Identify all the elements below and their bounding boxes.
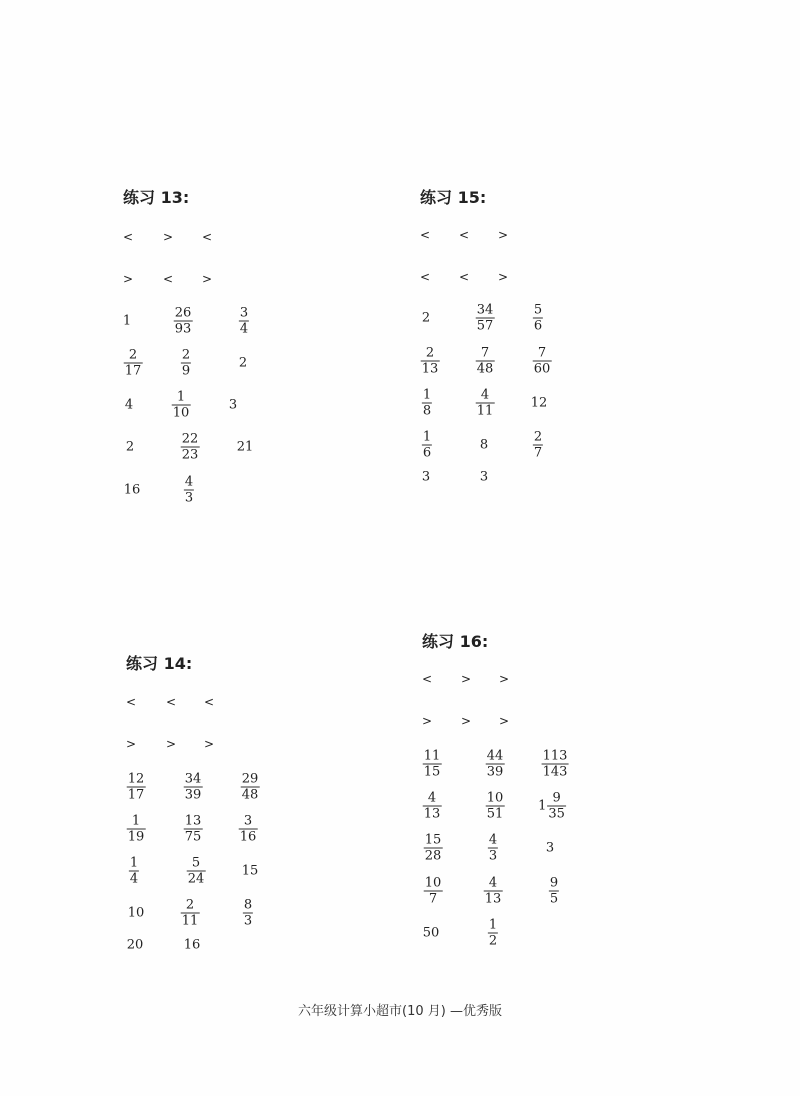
answer: 3 bbox=[228, 397, 238, 413]
answer bbox=[187, 856, 206, 887]
answer bbox=[423, 749, 442, 780]
fraction bbox=[241, 772, 260, 803]
denominator: 13 bbox=[484, 891, 502, 907]
answer bbox=[476, 303, 495, 334]
denominator: 39 bbox=[184, 787, 202, 803]
numerator: 4 bbox=[488, 875, 498, 891]
answer: 2 bbox=[238, 355, 248, 371]
numerator: 11 bbox=[423, 748, 441, 764]
answer-row bbox=[126, 771, 326, 803]
comparison-symbol: > bbox=[122, 272, 134, 286]
answer bbox=[484, 876, 503, 907]
numerator: 29 bbox=[241, 771, 259, 787]
answer-row bbox=[123, 474, 323, 506]
numerator: 1 bbox=[129, 855, 139, 871]
answer bbox=[533, 430, 543, 461]
answer bbox=[184, 772, 203, 803]
answer bbox=[488, 918, 498, 949]
answer: 8 bbox=[479, 437, 489, 453]
denominator: 10 bbox=[172, 405, 190, 421]
exercise-title: 练习 16: bbox=[422, 632, 489, 651]
numerator: 4 bbox=[488, 832, 498, 848]
answer-row bbox=[422, 748, 622, 780]
answer-row bbox=[123, 347, 323, 379]
numerator: 1 bbox=[422, 387, 432, 403]
answer-row bbox=[420, 469, 620, 485]
denominator: 23 bbox=[181, 447, 199, 463]
fraction bbox=[488, 833, 498, 864]
fraction bbox=[422, 430, 432, 461]
page-footer: 六年级计算小超市(10 月) —优秀版 bbox=[298, 1004, 502, 1019]
denominator: 6 bbox=[422, 445, 432, 461]
fraction bbox=[424, 876, 443, 907]
denominator: 11 bbox=[181, 913, 199, 929]
numerator: 2 bbox=[533, 429, 543, 445]
fraction bbox=[184, 475, 194, 506]
answer bbox=[476, 346, 495, 377]
answer: 2 bbox=[125, 439, 135, 455]
answer-row bbox=[122, 305, 323, 337]
denominator: 51 bbox=[486, 806, 504, 822]
numerator: 22 bbox=[181, 431, 199, 447]
fraction bbox=[187, 856, 206, 887]
numerator: 34 bbox=[184, 771, 202, 787]
numerator: 44 bbox=[486, 748, 504, 764]
fraction bbox=[423, 749, 442, 780]
answer-row bbox=[126, 855, 326, 887]
answer bbox=[184, 475, 194, 506]
answer-row bbox=[420, 429, 620, 461]
answer: 16 bbox=[123, 482, 141, 498]
fraction bbox=[243, 898, 253, 929]
fraction bbox=[476, 303, 495, 334]
fraction bbox=[124, 348, 143, 379]
symbol-row bbox=[419, 270, 620, 284]
answer bbox=[542, 749, 569, 780]
comparison-symbol: > bbox=[497, 270, 509, 284]
fraction bbox=[423, 791, 442, 822]
comparison-symbol: < bbox=[419, 270, 431, 284]
answer bbox=[488, 833, 498, 864]
answer bbox=[184, 814, 203, 845]
symbol-row bbox=[421, 714, 622, 728]
denominator: 8 bbox=[422, 403, 432, 419]
answer-row bbox=[420, 302, 620, 334]
fraction bbox=[181, 432, 200, 463]
numerator: 2 bbox=[128, 347, 138, 363]
numerator: 26 bbox=[174, 305, 192, 321]
answer-row bbox=[126, 813, 326, 845]
fraction bbox=[424, 833, 443, 864]
numerator: 10 bbox=[486, 790, 504, 806]
answer: 10 bbox=[127, 905, 145, 921]
fraction bbox=[129, 856, 139, 887]
numerator: 7 bbox=[537, 345, 547, 361]
answer-row bbox=[420, 387, 620, 419]
answer bbox=[486, 749, 505, 780]
comparison-symbol: > bbox=[498, 714, 510, 728]
fraction bbox=[172, 390, 191, 421]
comparison-symbol: < bbox=[122, 230, 134, 244]
fraction bbox=[184, 814, 203, 845]
denominator: 57 bbox=[476, 318, 494, 334]
comparison-symbol: > bbox=[421, 714, 433, 728]
answer-row bbox=[422, 875, 622, 907]
denominator: 93 bbox=[174, 321, 192, 337]
numerator: 7 bbox=[480, 345, 490, 361]
answer: 2 bbox=[421, 310, 431, 326]
fraction bbox=[181, 898, 200, 929]
answer-row bbox=[123, 389, 323, 421]
answer bbox=[124, 348, 143, 379]
comparison-symbol: < bbox=[203, 695, 215, 709]
denominator: 13 bbox=[423, 806, 441, 822]
numerator: 10 bbox=[424, 875, 442, 891]
numerator: 1 bbox=[488, 917, 498, 933]
comparison-symbol: > bbox=[162, 230, 174, 244]
comparison-symbol: > bbox=[460, 672, 472, 686]
answer-row bbox=[123, 431, 323, 463]
symbol-row bbox=[122, 230, 323, 244]
answer-row bbox=[126, 897, 326, 929]
answer-row bbox=[422, 917, 622, 949]
fraction bbox=[486, 791, 505, 822]
denominator: 13 bbox=[421, 361, 439, 377]
numerator: 1 bbox=[422, 429, 432, 445]
denominator: 4 bbox=[239, 321, 249, 337]
symbol-row bbox=[421, 672, 622, 686]
comparison-symbol: > bbox=[498, 672, 510, 686]
answer bbox=[239, 814, 258, 845]
answer: 3 bbox=[421, 469, 431, 485]
fraction bbox=[181, 348, 191, 379]
denominator: 7 bbox=[428, 891, 438, 907]
numerator: 5 bbox=[191, 855, 201, 871]
answer bbox=[181, 432, 200, 463]
comparison-symbol: < bbox=[419, 228, 431, 242]
exercise-title: 练习 13: bbox=[123, 188, 190, 207]
numerator: 2 bbox=[181, 347, 191, 363]
denominator: 3 bbox=[184, 490, 194, 506]
fraction bbox=[476, 388, 495, 419]
numerator: 1 bbox=[131, 813, 141, 829]
denominator: 2 bbox=[488, 933, 498, 949]
answer: 3 bbox=[545, 840, 555, 856]
comparison-symbol: < bbox=[201, 230, 213, 244]
denominator: 19 bbox=[127, 829, 145, 845]
answer bbox=[533, 346, 552, 377]
symbol-row bbox=[125, 737, 326, 751]
numerator: 1 bbox=[176, 389, 186, 405]
fraction bbox=[127, 772, 146, 803]
denominator: 24 bbox=[187, 871, 205, 887]
denominator: 48 bbox=[476, 361, 494, 377]
whole-part: 1 bbox=[538, 798, 547, 814]
fraction bbox=[239, 306, 249, 337]
fraction bbox=[421, 346, 440, 377]
fraction bbox=[184, 772, 203, 803]
answer bbox=[181, 898, 200, 929]
fraction bbox=[533, 430, 543, 461]
answer-row bbox=[126, 937, 326, 953]
denominator: 143 bbox=[542, 764, 568, 780]
symbol-row bbox=[125, 695, 326, 709]
numerator: 5 bbox=[533, 302, 543, 318]
answer-row bbox=[422, 832, 622, 864]
symbol-row bbox=[122, 272, 323, 286]
denominator: 48 bbox=[241, 787, 259, 803]
fraction bbox=[549, 876, 559, 907]
answer: 4 bbox=[124, 397, 134, 413]
answer: 15 bbox=[241, 863, 259, 879]
denominator: 15 bbox=[423, 764, 441, 780]
comparison-symbol: > bbox=[165, 737, 177, 751]
answer: 3 bbox=[479, 469, 489, 485]
comparison-symbol: < bbox=[458, 228, 470, 242]
answer: 50 bbox=[422, 925, 440, 941]
comparison-symbol: > bbox=[203, 737, 215, 751]
numerator: 13 bbox=[184, 813, 202, 829]
numerator: 34 bbox=[476, 302, 494, 318]
denominator: 3 bbox=[488, 848, 498, 864]
answer: 12 bbox=[530, 395, 548, 411]
denominator: 60 bbox=[533, 361, 551, 377]
answer bbox=[421, 346, 440, 377]
numerator: 4 bbox=[184, 474, 194, 490]
answer bbox=[174, 306, 193, 337]
denominator: 4 bbox=[129, 871, 139, 887]
answer bbox=[239, 306, 249, 337]
answer bbox=[181, 348, 191, 379]
comparison-symbol: < bbox=[458, 270, 470, 284]
answer: 1 bbox=[122, 313, 132, 329]
comparison-symbol: > bbox=[460, 714, 472, 728]
denominator: 9 bbox=[181, 363, 191, 379]
numerator: 2 bbox=[185, 897, 195, 913]
answer-row bbox=[422, 790, 622, 822]
answer bbox=[422, 430, 432, 461]
comparison-symbol: > bbox=[125, 737, 137, 751]
fraction bbox=[422, 388, 432, 419]
symbol-row bbox=[419, 228, 620, 242]
comparison-symbol: < bbox=[125, 695, 137, 709]
comparison-symbol: < bbox=[421, 672, 433, 686]
answer bbox=[486, 791, 505, 822]
answer bbox=[172, 390, 191, 421]
denominator: 75 bbox=[184, 829, 202, 845]
fraction bbox=[542, 749, 569, 780]
comparison-symbol: > bbox=[497, 228, 509, 242]
comparison-symbol: > bbox=[201, 272, 213, 286]
fraction bbox=[127, 814, 146, 845]
numerator: 9 bbox=[549, 875, 559, 891]
answer bbox=[422, 388, 432, 419]
answer bbox=[127, 772, 146, 803]
answer bbox=[424, 833, 443, 864]
answer bbox=[424, 876, 443, 907]
answer bbox=[476, 388, 495, 419]
numerator: 9 bbox=[552, 790, 561, 806]
exercise-title: 练习 15: bbox=[420, 188, 487, 207]
denominator: 17 bbox=[127, 787, 145, 803]
fraction bbox=[174, 306, 193, 337]
comparison-symbol: < bbox=[162, 272, 174, 286]
numerator: 4 bbox=[427, 790, 437, 806]
fraction bbox=[484, 876, 503, 907]
denominator: 6 bbox=[533, 318, 543, 334]
answer bbox=[241, 772, 260, 803]
comparison-symbol: < bbox=[165, 695, 177, 709]
denominator: 3 bbox=[243, 913, 253, 929]
fraction bbox=[533, 346, 552, 377]
denominator: 11 bbox=[476, 403, 494, 419]
answer bbox=[243, 898, 253, 929]
mixed-number bbox=[538, 791, 566, 822]
fraction bbox=[547, 791, 566, 822]
answer bbox=[533, 303, 543, 334]
fraction bbox=[533, 303, 543, 334]
numerator: 3 bbox=[239, 305, 249, 321]
denominator: 16 bbox=[239, 829, 257, 845]
numerator: 15 bbox=[424, 832, 442, 848]
denominator: 5 bbox=[549, 891, 559, 907]
answer: 21 bbox=[236, 439, 254, 455]
numerator: 3 bbox=[243, 813, 253, 829]
answer-row bbox=[420, 345, 620, 377]
fraction bbox=[486, 749, 505, 780]
answer bbox=[127, 814, 146, 845]
answer: 20 bbox=[126, 937, 144, 953]
denominator: 35 bbox=[548, 806, 565, 822]
denominator: 28 bbox=[424, 848, 442, 864]
fraction bbox=[488, 918, 498, 949]
numerator: 8 bbox=[243, 897, 253, 913]
answer bbox=[538, 791, 566, 822]
numerator: 113 bbox=[542, 748, 568, 764]
numerator: 2 bbox=[425, 345, 435, 361]
denominator: 17 bbox=[124, 363, 142, 379]
denominator: 39 bbox=[486, 764, 504, 780]
answer bbox=[129, 856, 139, 887]
exercise-title: 练习 14: bbox=[126, 654, 193, 673]
answer: 16 bbox=[183, 937, 201, 953]
numerator: 4 bbox=[480, 387, 490, 403]
numerator: 12 bbox=[127, 771, 145, 787]
denominator: 7 bbox=[533, 445, 543, 461]
answer bbox=[549, 876, 559, 907]
fraction bbox=[476, 346, 495, 377]
fraction bbox=[239, 814, 258, 845]
answer bbox=[423, 791, 442, 822]
